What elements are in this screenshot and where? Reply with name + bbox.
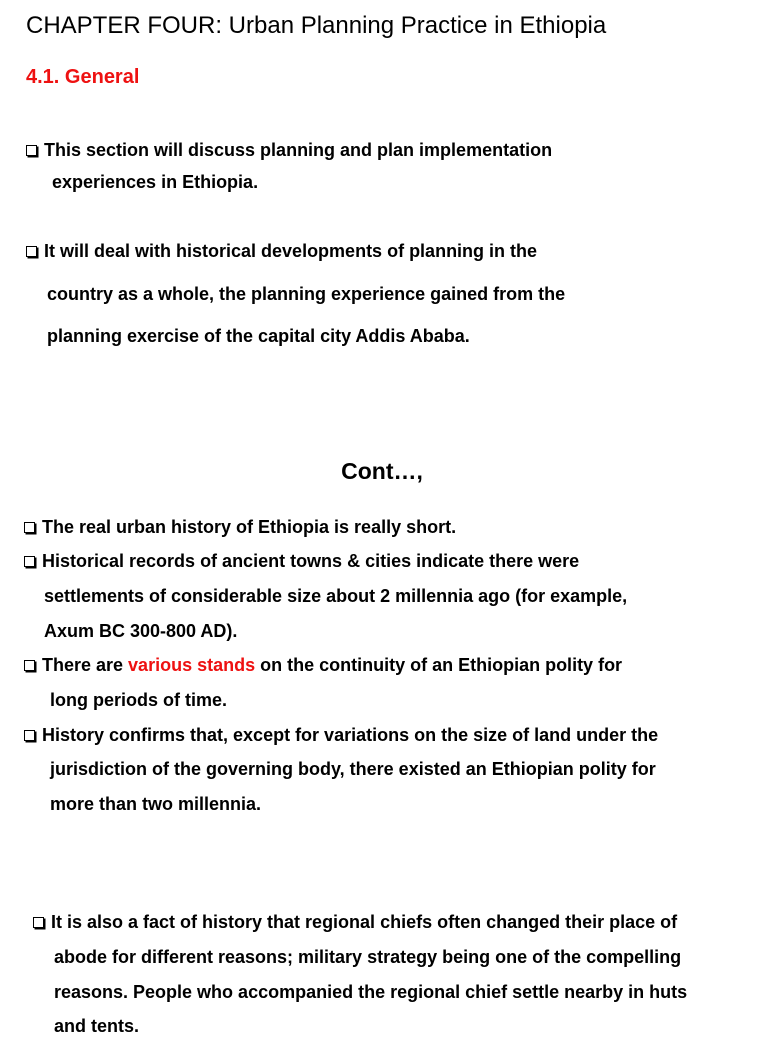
checkbox-square-icon — [26, 145, 37, 156]
checkbox-square-icon — [24, 522, 35, 533]
bullet-continuation: and tents. — [54, 1016, 140, 1036]
bullet-continuation: planning exercise of the capital city Addis Ababa. — [47, 326, 470, 346]
bullet-continuation: abode for different reasons; military strategy being one of the compelling — [54, 947, 682, 967]
page-title: CHAPTER FOUR: Urban Planning Practice in Ethiopia — [26, 12, 607, 39]
bullet-item: It is also a fact of history that regional chiefs often changed their place of — [33, 912, 677, 933]
bullet-item: The real urban history of Ethiopia is really short. — [24, 517, 456, 538]
bullet-item: It will deal with historical developments of planning in the — [26, 241, 537, 262]
checkbox-square-icon — [24, 730, 35, 741]
bullet-continuation: reasons. People who accompanied the regional chief settle nearby in huts — [54, 982, 688, 1002]
bullet-continuation: jurisdiction of the governing body, there existed an Ethiopian polity for — [50, 759, 656, 779]
checkbox-square-icon — [33, 917, 44, 928]
bullet-continuation: Axum BC 300-800 AD). — [44, 621, 238, 641]
bullet-continuation: more than two millennia. — [50, 794, 262, 814]
checkbox-square-icon — [26, 246, 37, 257]
checkbox-square-icon — [24, 556, 35, 567]
bullet-continuation: settlements of considerable size about 2 millennia ago (for example, — [44, 586, 628, 606]
bullet-continuation: country as a whole, the planning experience gained from the — [47, 284, 566, 304]
continuation-heading: Cont…, — [341, 458, 423, 484]
checkbox-square-icon — [24, 660, 35, 671]
section-heading: 4.1. General — [26, 66, 140, 88]
highlight-text: various stands — [128, 655, 256, 675]
bullet-continuation: experiences in Ethiopia. — [52, 172, 259, 192]
bullet-continuation: long periods of time. — [50, 690, 228, 710]
bullet-item: History confirms that, except for variations on the size of land under the — [24, 725, 658, 746]
bullet-item: Historical records of ancient towns & cities indicate there were — [24, 551, 579, 572]
bullet-item: This section will discuss planning and plan implementation — [26, 140, 552, 161]
bullet-item: There are various stands on the continuity of an Ethiopian polity for — [24, 655, 622, 676]
